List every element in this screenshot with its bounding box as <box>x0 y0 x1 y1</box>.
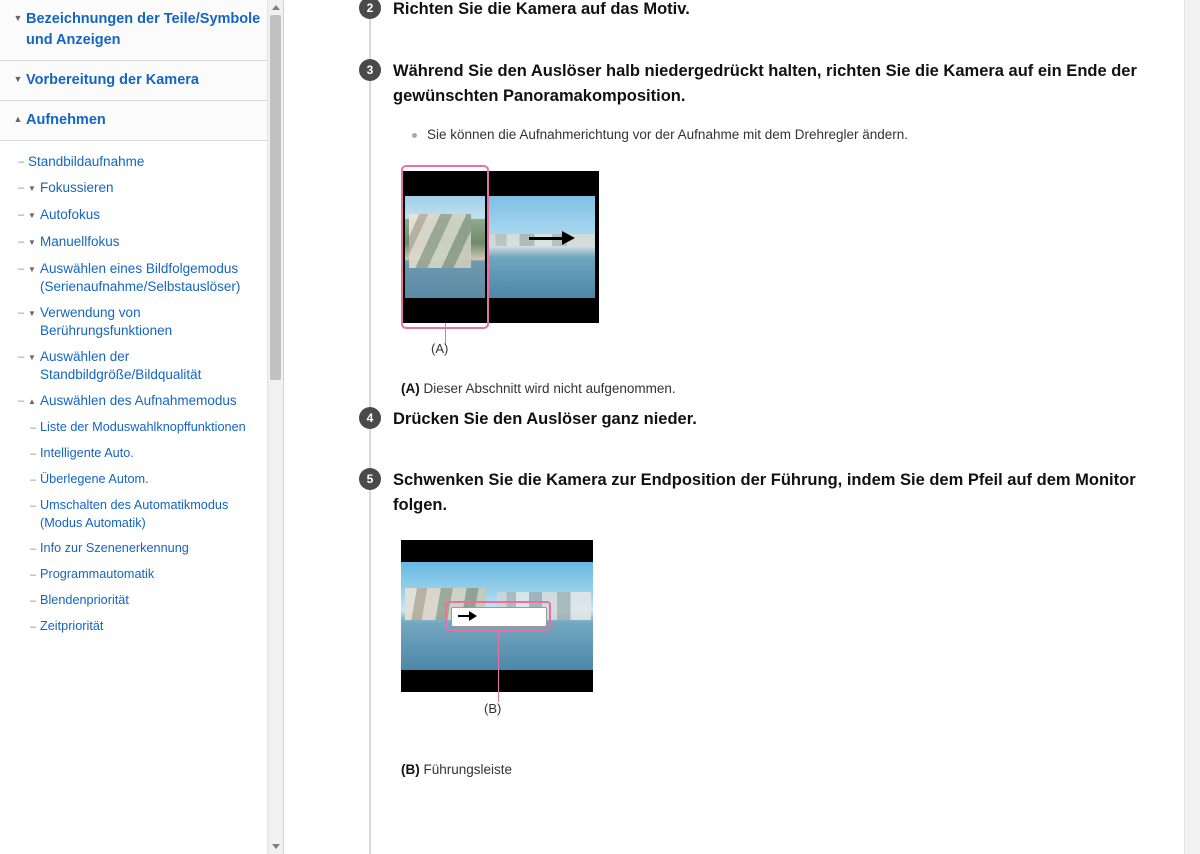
figure-caption-text: Führungsleiste <box>423 762 513 777</box>
sidebar-item-moduswahlknopffunktionen[interactable] <box>0 415 283 441</box>
figure-image <box>401 171 599 323</box>
sidebar-navigation[interactable] <box>0 0 284 854</box>
sidebar-item-label: Programmautomatik <box>40 567 155 581</box>
step-title: Richten Sie die Kamera auf das Motiv. <box>393 0 690 18</box>
sidebar-item-label: Bezeichnungen der Teile/Symbole und Anzeigen <box>26 11 261 48</box>
figure-panorama-guide <box>393 540 1185 777</box>
tree-dash-icon: – <box>18 236 25 248</box>
step-number-badge: 2 <box>359 0 381 19</box>
tree-dash-icon: – <box>18 307 25 319</box>
sidebar-item-label: Verwendung von Berührungsfunktionen <box>40 305 173 338</box>
sidebar-item-label: Auswählen eines Bildfolgemodus (Serienaufnahme/Selbstauslöser) <box>40 261 241 294</box>
sidebar-item-label: Standbildaufnahme <box>28 154 145 169</box>
scroll-down-arrow-icon[interactable] <box>268 839 283 854</box>
step-5 <box>300 468 1185 777</box>
chevron-down-icon[interactable]: ▼ <box>28 265 36 274</box>
sidebar-item-fokussieren[interactable] <box>0 175 283 202</box>
chevron-down-icon[interactable]: ▼ <box>28 309 36 318</box>
sidebar-item-label: Vorbereitung der Kamera <box>26 72 199 88</box>
tree-dash-icon: – <box>18 395 25 407</box>
sidebar-item-manuellfokus[interactable] <box>0 229 283 256</box>
sidebar-item-szenenerkennung[interactable] <box>0 536 283 562</box>
sidebar-item-ueberlegene-autom[interactable] <box>0 467 283 493</box>
sidebar-scrollbar-thumb[interactable] <box>270 15 281 380</box>
sidebar-item-parts-symbols[interactable] <box>0 0 283 61</box>
figure-image <box>401 540 593 692</box>
tree-dash-icon: – <box>30 500 37 512</box>
sidebar-sublist <box>0 141 283 640</box>
sidebar-item-label: Zeitpriorität <box>40 619 104 633</box>
step-2 <box>300 0 1185 22</box>
sidebar-item-aufnahmemodus[interactable] <box>0 388 283 415</box>
step-title: Während Sie den Auslöser halb niedergedrückt halten, richten Sie die Kamera auf ein Ende der gewünschten Panoramakomposition. <box>393 62 1137 105</box>
figure-caption-key: (B) <box>401 762 420 777</box>
tree-dash-icon: – <box>30 422 37 434</box>
figure-right-photo <box>487 196 595 298</box>
tree-dash-icon: – <box>18 263 25 275</box>
sidebar-item-beruehrungsfunktionen[interactable] <box>0 300 283 344</box>
sidebar-item-label: Liste der Moduswahlknopffunktionen <box>40 420 246 434</box>
figure-caption-text: Dieser Abschnitt wird nicht aufgenommen. <box>423 381 676 396</box>
sidebar-item-label: Blendenpriorität <box>40 593 129 607</box>
sidebar-item-camera-preparation[interactable] <box>0 61 283 101</box>
figure-caption-b <box>401 760 512 780</box>
sidebar-item-umschalten-automatikmodus[interactable] <box>0 493 283 536</box>
sidebar-item-label: Fokussieren <box>40 180 114 195</box>
step-number-badge: 3 <box>359 59 381 81</box>
chevron-down-icon[interactable]: ▼ <box>13 74 23 84</box>
sidebar-item-standbildgroesse[interactable] <box>0 344 283 388</box>
step-3 <box>300 59 1185 396</box>
sidebar-scrollbar[interactable] <box>267 0 283 854</box>
figure-label-b: (B) <box>484 701 502 716</box>
step-title: Drücken Sie den Auslöser ganz nieder. <box>393 410 697 428</box>
tree-dash-icon: – <box>30 474 37 486</box>
sidebar-item-label: Überlegene Autom. <box>40 472 149 486</box>
sidebar-item-label: Aufnehmen <box>26 112 106 128</box>
step-bullet-note: Sie können die Aufnahmerichtung vor der Aufnahme mit dem Drehregler ändern. <box>411 125 1185 145</box>
sidebar-item-label: Intelligente Auto. <box>40 446 134 460</box>
sidebar-item-intelligente-auto[interactable] <box>0 441 283 467</box>
content-area <box>300 0 1185 854</box>
sidebar-item-autofokus[interactable] <box>0 202 283 229</box>
sidebar-item-label: Umschalten des Automatikmodus (Modus Automatik) <box>40 498 229 530</box>
step-title: Schwenken Sie die Kamera zur Endposition der Führung, indem Sie dem Pfeil auf dem Monitor folgen. <box>393 471 1136 514</box>
sidebar-item-standbildaufnahme[interactable] <box>0 149 283 175</box>
tree-dash-icon: – <box>18 351 25 363</box>
callout-leader-b <box>498 632 499 702</box>
sidebar-item-label: Auswählen des Aufnahmemodus <box>40 393 237 408</box>
highlight-box-b <box>445 601 551 631</box>
figure-caption-a <box>401 379 676 399</box>
step-4 <box>300 407 1185 432</box>
chevron-down-icon[interactable]: ▼ <box>28 353 36 362</box>
chevron-up-icon[interactable]: ▲ <box>13 114 23 124</box>
scroll-up-arrow-icon[interactable] <box>268 0 283 15</box>
chevron-down-icon[interactable]: ▼ <box>13 13 23 23</box>
tree-dash-icon: – <box>30 569 37 581</box>
tree-dash-icon: – <box>30 448 37 460</box>
tree-dash-icon: – <box>18 209 25 221</box>
chevron-down-icon[interactable]: ▼ <box>28 184 36 193</box>
figure-panorama-start <box>393 171 1185 396</box>
sidebar-item-bildfolgemodus[interactable] <box>0 256 283 300</box>
sidebar-item-label: Auswählen der Standbildgröße/Bildqualität <box>40 349 202 382</box>
tree-dash-icon: – <box>30 595 37 607</box>
tree-dash-icon: – <box>18 156 25 168</box>
step-number-badge: 5 <box>359 468 381 490</box>
sidebar-item-label: Autofokus <box>40 207 101 222</box>
step-number-badge: 4 <box>359 407 381 429</box>
pan-direction-arrow-icon <box>529 237 563 240</box>
chevron-down-icon[interactable]: ▼ <box>28 211 36 220</box>
tree-dash-icon: – <box>18 182 25 194</box>
chevron-down-icon[interactable]: ▼ <box>28 238 36 247</box>
sidebar-item-programmautomatik[interactable] <box>0 562 283 588</box>
highlight-box-a <box>401 165 489 329</box>
figure-caption-key: (A) <box>401 381 420 396</box>
sidebar-item-blendenprioritaet[interactable] <box>0 588 283 614</box>
page-scrollbar[interactable] <box>1184 0 1200 854</box>
sidebar-item-label: Manuellfokus <box>40 234 120 249</box>
tree-dash-icon: – <box>30 543 37 555</box>
sidebar-item-zeitprioritaet[interactable] <box>0 614 283 640</box>
sidebar-item-label: Info zur Szenenerkennung <box>40 541 189 555</box>
figure-label-a: (A) <box>431 341 449 356</box>
tree-dash-icon: – <box>30 621 37 633</box>
chevron-up-icon[interactable]: ▲ <box>28 397 36 406</box>
sidebar-item-shooting[interactable] <box>0 101 283 141</box>
